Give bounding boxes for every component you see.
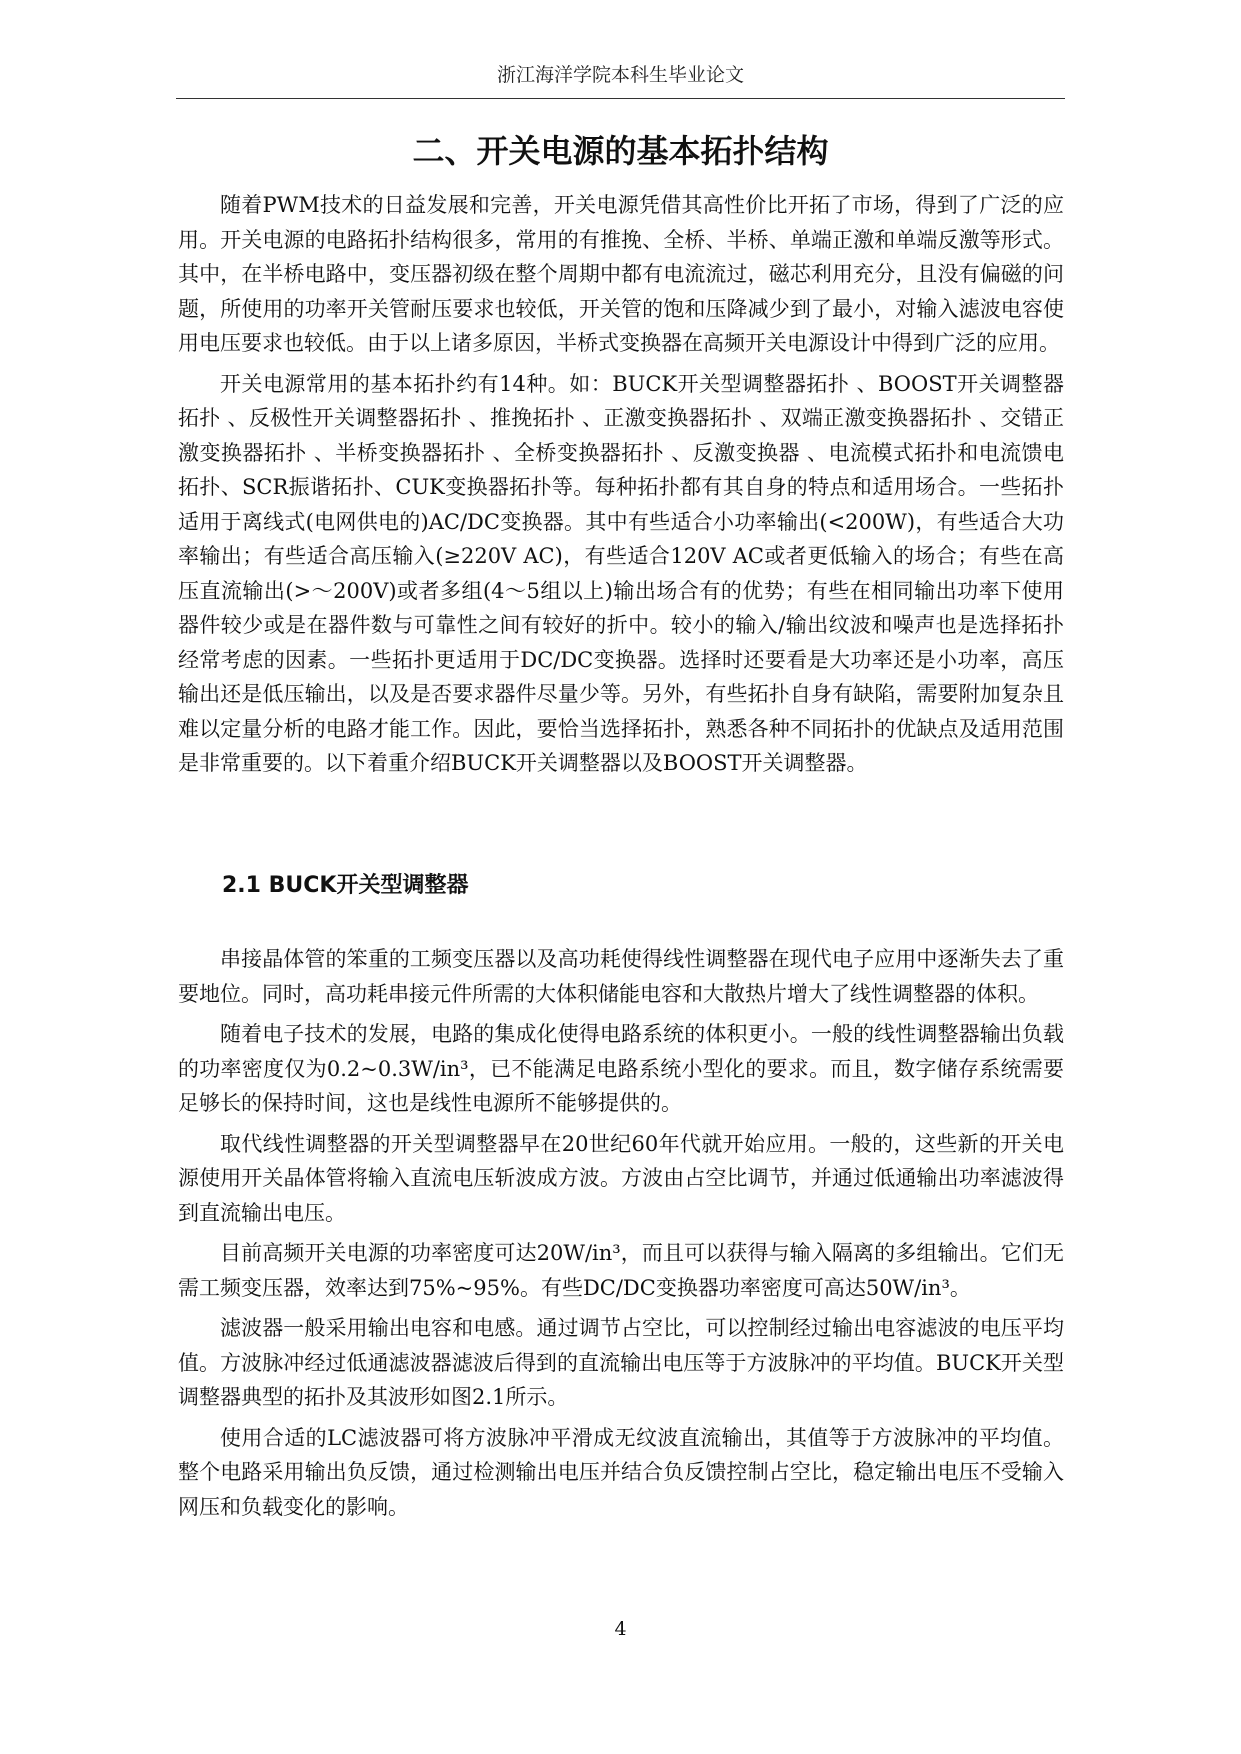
header-rule xyxy=(176,98,1065,99)
section-body xyxy=(178,942,1064,1530)
page-number: 4 xyxy=(614,1618,627,1640)
paragraph: 随着电子技术的发展，电路的集成化使得电路系统的体积更小。一般的线性调整器输出负载的功率密度仅为0.2~0.3W/in³，已不能满足电路系统小型化的要求。而且，数字储存系统需要足够长的保持时间，这也是线性电源所不能够提供的。 xyxy=(178,1022,1064,1115)
chapter-intro xyxy=(178,188,1064,787)
paragraph: 开关电源常用的基本拓扑约有14种。如：BUCK开关型调整器拓扑 、BOOST开关调整器拓扑 、反极性开关调整器拓扑 、推挽拓扑 、正激变换器拓扑 、双端正激变换器拓扑 、交错正激变换器拓扑 、半桥变换器拓扑 、全桥变换器拓扑 、反激变换器 、电流模式拓扑和电流馈电拓扑、SCR振谐拓扑、CUK变换器拓扑等。每种拓扑都有其自身的特点和适用场合。一些拓扑适用于离线式(电网供电的)AC/DC变换器。其中有些适合小功率输出(<200W)，有些适合大功率输出；有些适合高压输入(≥220V AC)，有些适合120V AC或者更低输入的场合；有些在高压直流输出(>～200V)或者多组(4～5组以上)输出场合有的优势；有些在相同输出功率下使用器件较少或是在器件数与可靠性之间有较好的折中。较小的输入/输出纹波和噪声也是选择拓扑经常考虑的因素。一些拓扑更适用于DC/DC变换器。选择时还要看是大功率还是小功率，高压输出还是低压输出，以及是否要求器件尽量少等。另外，有些拓扑自身有缺陷，需要附加复杂且难以定量分析的电路才能工作。因此，要恰当选择拓扑，熟悉各种不同拓扑的优缺点及适用范围是非常重要的。以下着重介绍BUCK开关调整器以及BOOST开关调整器。 xyxy=(178,371,1064,775)
paragraph: 使用合适的LC滤波器可将方波脉冲平滑成无纹波直流输出，其值等于方波脉冲的平均值。整个电路采用输出负反馈，通过检测输出电压并结合负反馈控制占空比，稳定输出电压不受输入网压和负载变化的影响。 xyxy=(178,1425,1064,1519)
section-heading: 2.1 BUCK开关型调整器 xyxy=(222,873,469,898)
running-header: 浙江海洋学院本科生毕业论文 xyxy=(496,64,744,86)
paragraph: 目前高频开关电源的功率密度可达20W/in³，而且可以获得与输入隔离的多组输出。它们无需工频变压器，效率达到75%~95%。有些DC/DC变换器功率密度可高达50W/in³。 xyxy=(178,1241,1064,1300)
paragraph: 串接晶体管的笨重的工频变压器以及高功耗使得线性调整器在现代电子应用中逐渐失去了重要地位。同时，高功耗串接元件所需的大体积储能电容和大散热片增大了线性调整器的体积。 xyxy=(178,947,1064,1006)
paragraph: 取代线性调整器的开关型调整器早在20世纪60年代就开始应用。一般的，这些新的开关电源使用开关晶体管将输入直流电压斩波成方波。方波由占空比调节，并通过低通输出功率滤波得到直流输出电压。 xyxy=(178,1131,1064,1225)
paragraph: 随着PWM技术的日益发展和完善，开关电源凭借其高性价比开拓了市场，得到了广泛的应用。开关电源的电路拓扑结构很多，常用的有推挽、全桥、半桥、单端正激和单端反激等形式。其中，在半桥电路中，变压器初级在整个周期中都有电流流过，磁芯利用充分，且没有偏磁的问题，所使用的功率开关管耐压要求也较低，开关管的饱和压降减少到了最小，对输入滤波电容使用电压要求也较低。由于以上诸多原因，半桥式变换器在高频开关电源设计中得到广泛的应用。 xyxy=(178,193,1064,355)
chapter-title: 二、开关电源的基本拓扑结构 xyxy=(412,132,829,170)
paragraph: 滤波器一般采用输出电容和电感。通过调节占空比，可以控制经过输出电容滤波的电压平均值。方波脉冲经过低通滤波器滤波后得到的直流输出电压等于方波脉冲的平均值。BUCK开关型调整器典型的拓扑及其波形如图2.1所示。 xyxy=(178,1316,1064,1409)
